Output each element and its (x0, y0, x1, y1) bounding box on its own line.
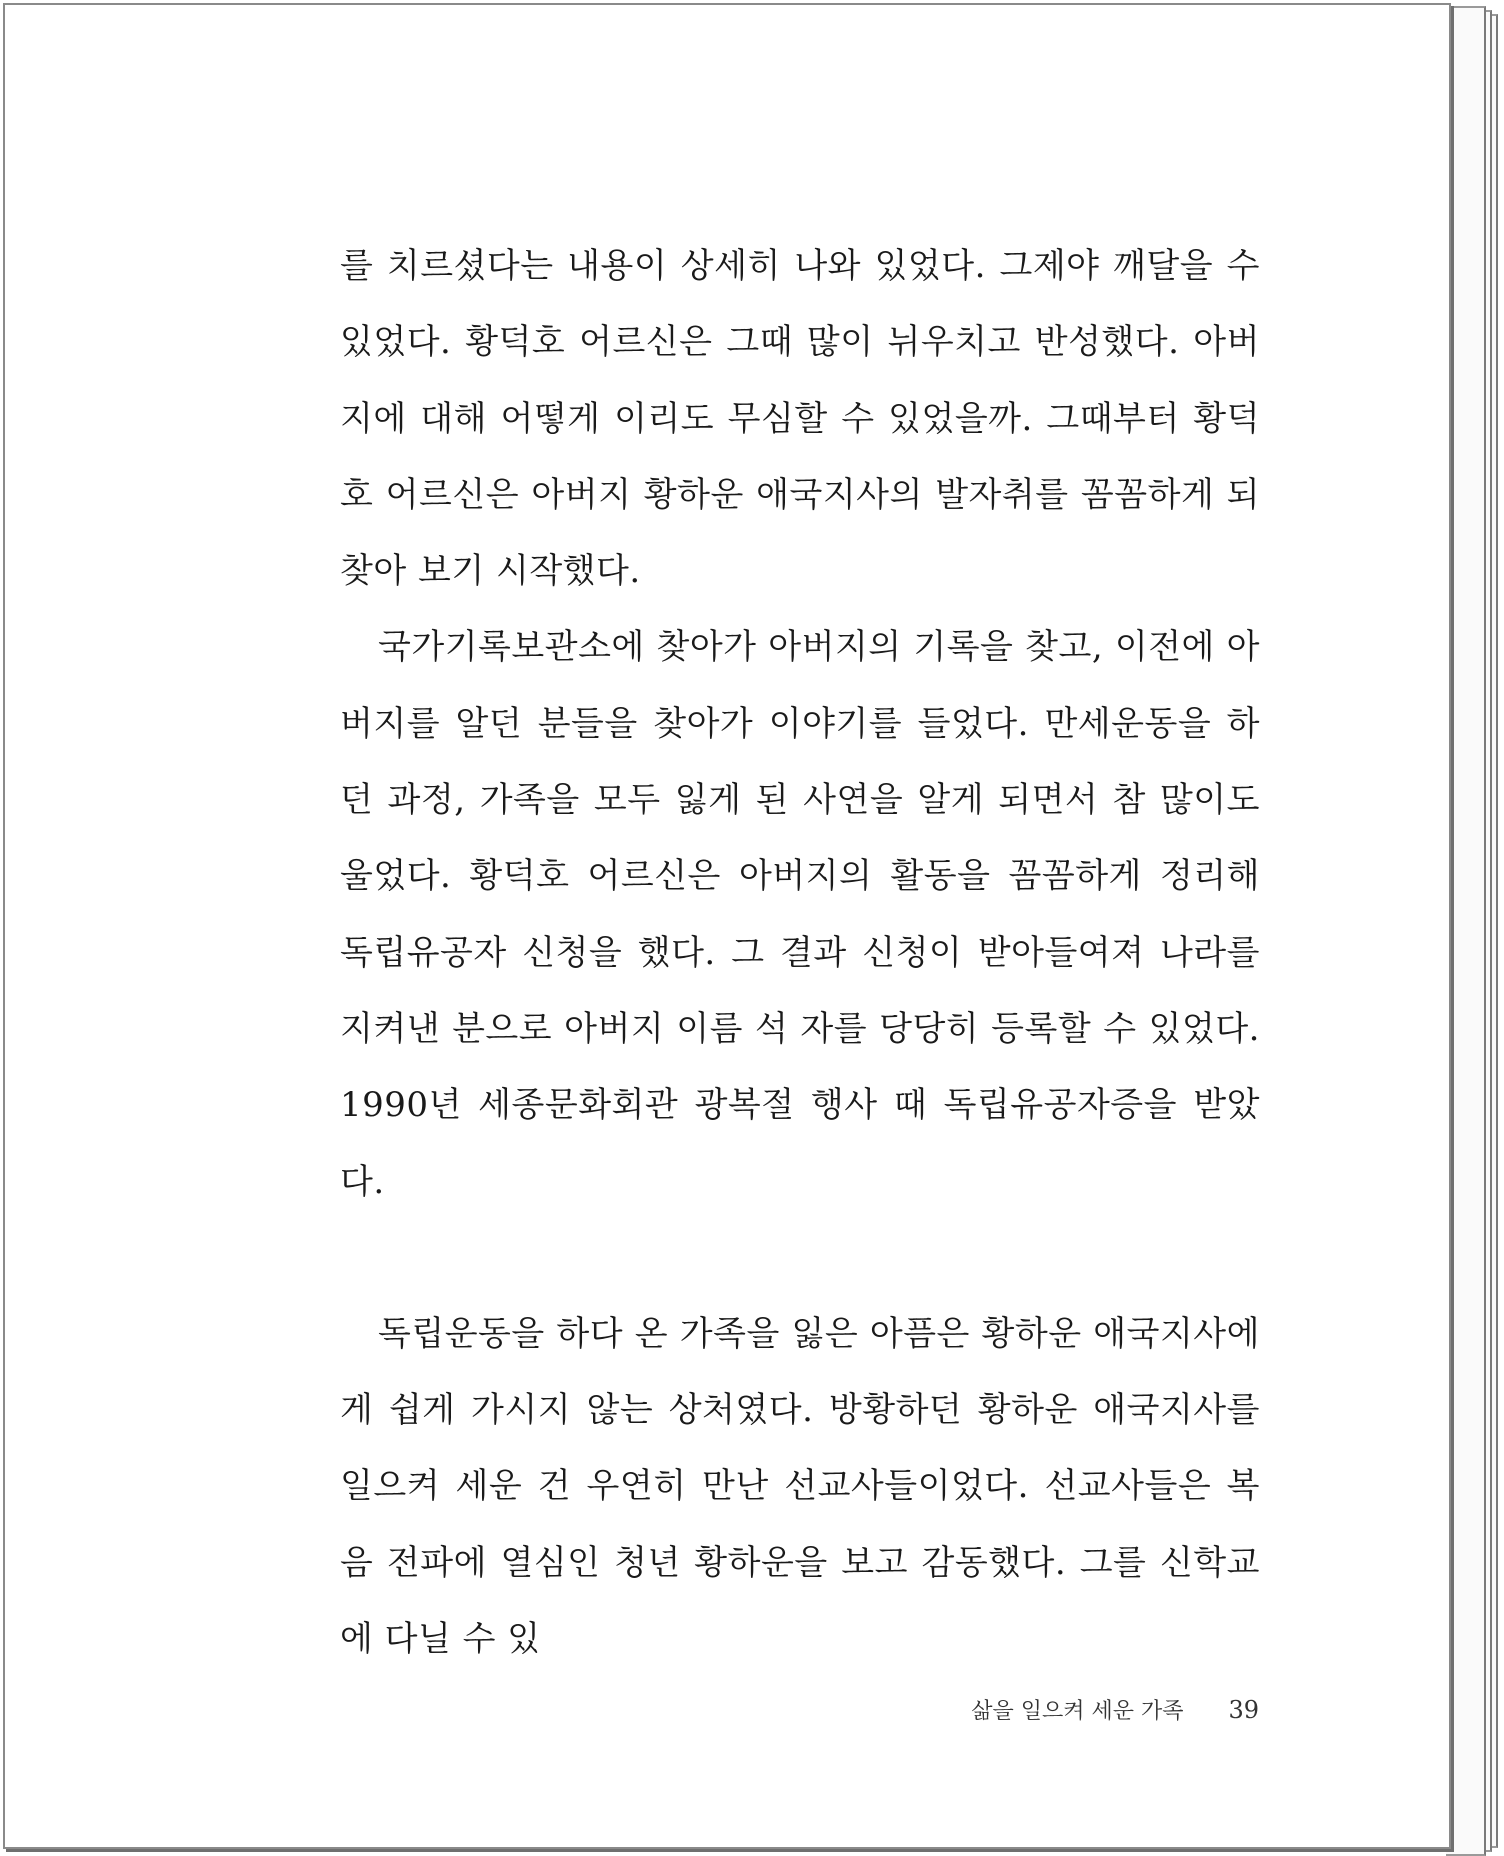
paragraph-1: 를 치르셨다는 내용이 상세히 나와 있었다. 그제야 깨달을 수 있었다. 황덕호 어르신은 그때 많이 뉘우치고 반성했다. 아버지에 대해 어떻게 이리도 무심할 수 있었을까. 그때부터 황덕호 어르신은 아버지 황하운 애국지사의 발자취를 꼼꼼하게 되찾아 보기 시작했다. (340, 246, 1260, 592)
page-footer (971, 1694, 1259, 1725)
page-number: 39 (1228, 1696, 1259, 1724)
running-title: 삶을 일으켜 세운 가족 (971, 1699, 1184, 1724)
section-break (340, 1220, 1260, 1296)
paragraph-2: 국가기록보관소에 찾아가 아버지의 기록을 찾고, 이전에 아버지를 알던 분들을 찾아가 이야기를 들었다. 만세운동을 하던 과정, 가족을 모두 잃게 된 사연을 알게 되면서 참 많이도 울었다. 황덕호 어르신은 아버지의 활동을 꼼꼼하게 정리해 독립유공자 신청을 했다. 그 결과 신청이 받아들여져 나라를 지켜낸 분으로 아버지 이름 석 자를 당당히 등록할 수 있었다. 1990년 세종문화회관 광복절 행사 때 독립유공자증을 받았다. (340, 627, 1260, 1202)
body-text (340, 228, 1260, 1677)
paragraph-3: 독립운동을 하다 온 가족을 잃은 아픔은 황하운 애국지사에게 쉽게 가시지 않는 상처였다. 방황하던 황하운 애국지사를 일으켜 세운 건 우연히 만난 선교사들이었다. 선교사들은 복음 전파에 열심인 청년 황하운을 보고 감동했다. 그를 신학교에 다닐 수 있 (340, 1313, 1260, 1660)
sheet-edge (1446, 6, 1486, 1856)
page-stack-edge (1446, 0, 1504, 1856)
